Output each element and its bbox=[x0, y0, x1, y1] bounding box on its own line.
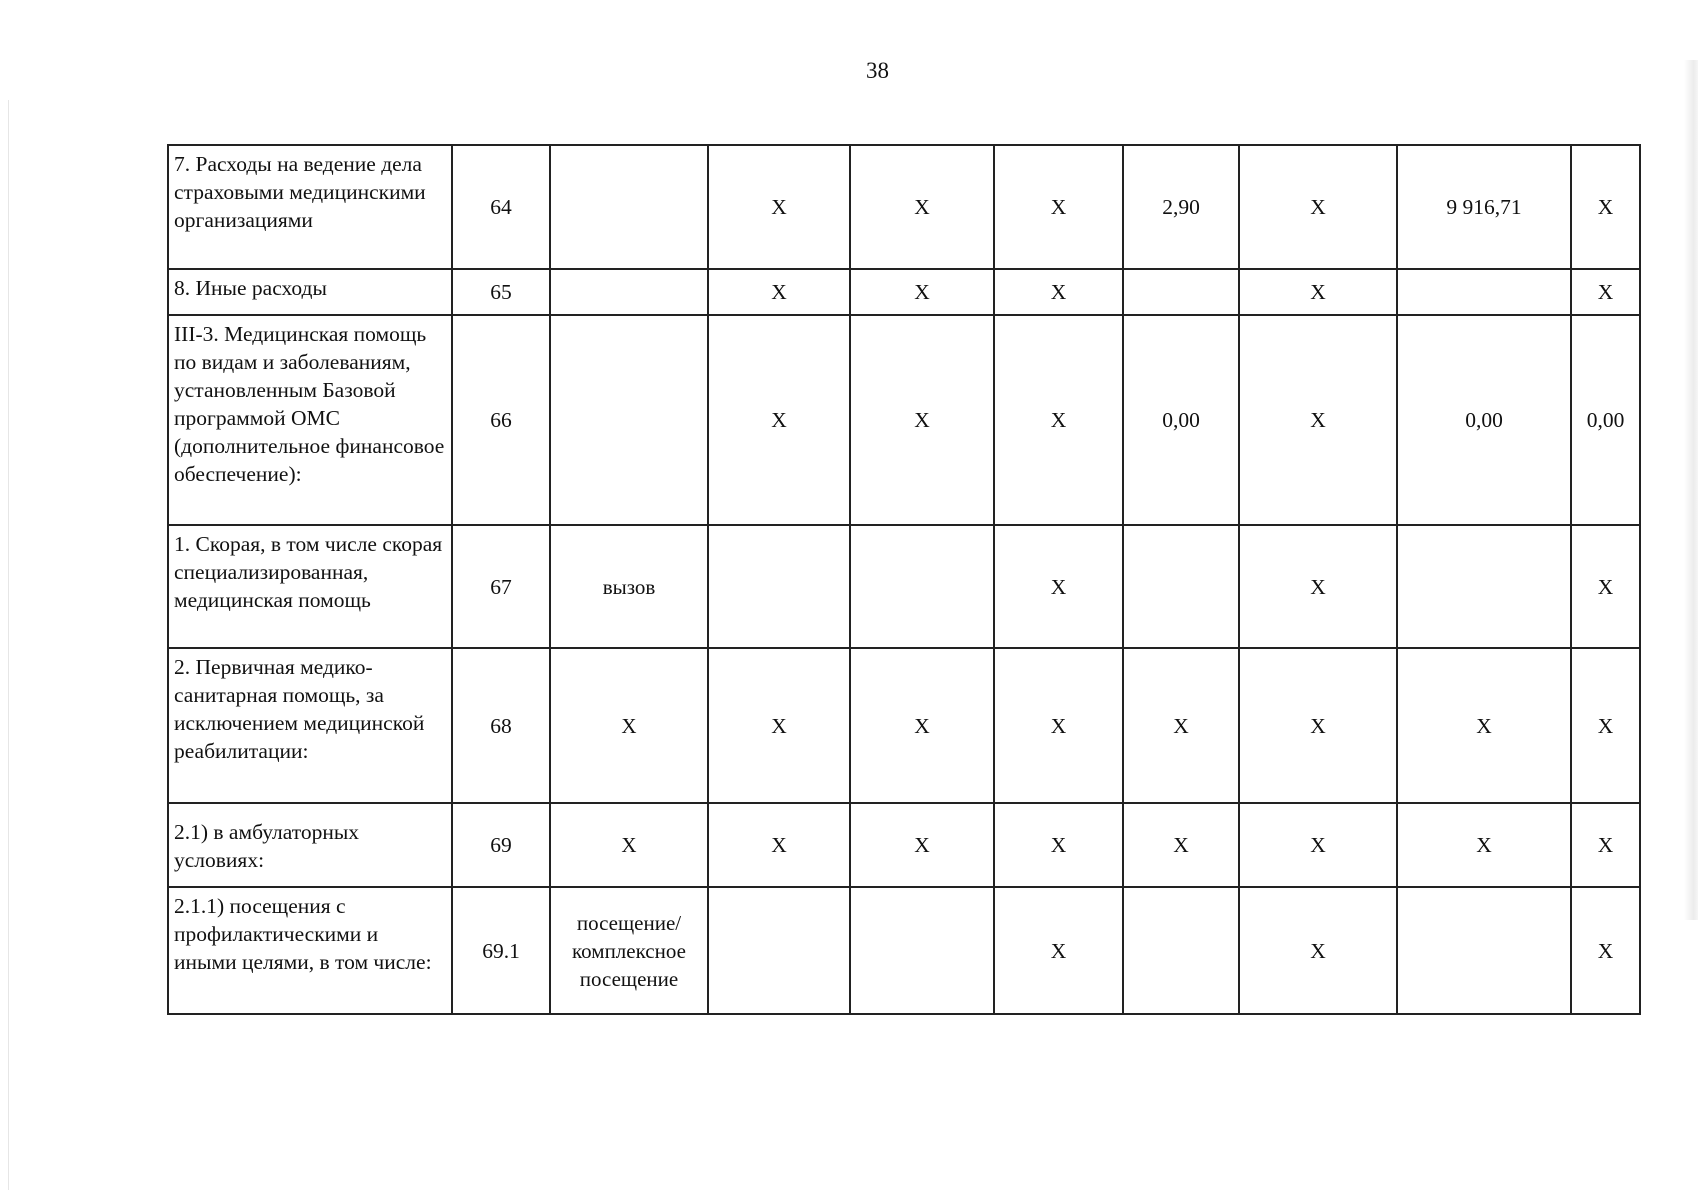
table-cell: X bbox=[1239, 525, 1397, 648]
table-cell: X bbox=[1397, 648, 1571, 803]
table-cell: 0,00 bbox=[1397, 315, 1571, 525]
row-code-cell: 69.1 bbox=[452, 887, 550, 1014]
table-row bbox=[168, 648, 1640, 803]
row-name-cell: 1. Скорая, в том числе скорая специализированная, медицинская помощь bbox=[168, 525, 452, 648]
table-cell: X bbox=[1571, 887, 1640, 1014]
table-cell: X bbox=[1239, 269, 1397, 315]
table-cell bbox=[708, 887, 850, 1014]
table-cell bbox=[1123, 525, 1239, 648]
table-cell bbox=[708, 525, 850, 648]
table-cell: X bbox=[994, 525, 1123, 648]
table-cell: X bbox=[1571, 269, 1640, 315]
table-cell: X bbox=[850, 803, 994, 887]
table-cell bbox=[1123, 269, 1239, 315]
row-name-cell: 7. Расходы на ведение дела страховыми медицинскими организациями bbox=[168, 145, 452, 269]
table-cell: X bbox=[850, 145, 994, 269]
table-cell: 2,90 bbox=[1123, 145, 1239, 269]
data-table bbox=[167, 144, 1641, 1015]
row-name-cell: 8. Иные расходы bbox=[168, 269, 452, 315]
table-row bbox=[168, 887, 1640, 1014]
table-cell: X bbox=[994, 648, 1123, 803]
table-cell bbox=[1397, 887, 1571, 1014]
table-cell: X bbox=[708, 145, 850, 269]
row-code-cell: 68 bbox=[452, 648, 550, 803]
table-cell: X bbox=[1239, 648, 1397, 803]
row-name-cell: 2. Первичная медико-санитарная помощь, за исключением медицинской реабилитации: bbox=[168, 648, 452, 803]
row-unit-cell: вызов bbox=[550, 525, 708, 648]
row-unit-cell bbox=[550, 145, 708, 269]
table-cell bbox=[850, 525, 994, 648]
table-row bbox=[168, 525, 1640, 648]
table-row bbox=[168, 315, 1640, 525]
table-cell: X bbox=[994, 803, 1123, 887]
table-cell: X bbox=[708, 803, 850, 887]
table-cell: X bbox=[1571, 803, 1640, 887]
scan-shadow-left bbox=[8, 100, 9, 1190]
table-cell: X bbox=[994, 145, 1123, 269]
table-cell: 0,00 bbox=[1123, 315, 1239, 525]
table-cell: X bbox=[850, 648, 994, 803]
table-cell: X bbox=[1397, 803, 1571, 887]
row-unit-cell: X bbox=[550, 648, 708, 803]
table-cell bbox=[850, 887, 994, 1014]
row-unit-cell bbox=[550, 269, 708, 315]
table-cell: X bbox=[1571, 145, 1640, 269]
table-cell: X bbox=[994, 887, 1123, 1014]
table-row bbox=[168, 269, 1640, 315]
table-cell bbox=[1123, 887, 1239, 1014]
table-cell: X bbox=[994, 269, 1123, 315]
row-code-cell: 64 bbox=[452, 145, 550, 269]
table-cell: X bbox=[1123, 648, 1239, 803]
row-name-cell: 2.1.1) посещения с профилактическими и иными целями, в том числе: bbox=[168, 887, 452, 1014]
table-cell: X bbox=[1123, 803, 1239, 887]
table-row bbox=[168, 145, 1640, 269]
table-cell: X bbox=[994, 315, 1123, 525]
scan-shadow-right bbox=[1684, 60, 1698, 920]
row-code-cell: 65 bbox=[452, 269, 550, 315]
table-cell: X bbox=[850, 315, 994, 525]
table-cell: X bbox=[1239, 803, 1397, 887]
row-name-cell: 2.1) в амбулаторных условиях: bbox=[168, 803, 452, 887]
table-cell: X bbox=[708, 315, 850, 525]
table-row bbox=[168, 803, 1640, 887]
row-unit-cell bbox=[550, 315, 708, 525]
table-cell: 0,00 bbox=[1571, 315, 1640, 525]
row-code-cell: 67 bbox=[452, 525, 550, 648]
row-code-cell: 69 bbox=[452, 803, 550, 887]
table-cell: X bbox=[1239, 315, 1397, 525]
table-cell: X bbox=[850, 269, 994, 315]
table-cell: X bbox=[708, 269, 850, 315]
table-cell: X bbox=[1239, 887, 1397, 1014]
table-cell: X bbox=[708, 648, 850, 803]
table-cell: 9 916,71 bbox=[1397, 145, 1571, 269]
row-name-cell: III-3. Медицинская помощь по видам и заболеваниям, установленным Базовой программой ОМС (дополнительное финансовое обеспечение): bbox=[168, 315, 452, 525]
row-unit-cell: посещение/ комплексное посещение bbox=[550, 887, 708, 1014]
table-cell: X bbox=[1239, 145, 1397, 269]
table-cell: X bbox=[1571, 648, 1640, 803]
table-cell bbox=[1397, 269, 1571, 315]
row-code-cell: 66 bbox=[452, 315, 550, 525]
table-cell bbox=[1397, 525, 1571, 648]
table-cell: X bbox=[1571, 525, 1640, 648]
row-unit-cell: X bbox=[550, 803, 708, 887]
page-number: 38 bbox=[866, 58, 889, 83]
